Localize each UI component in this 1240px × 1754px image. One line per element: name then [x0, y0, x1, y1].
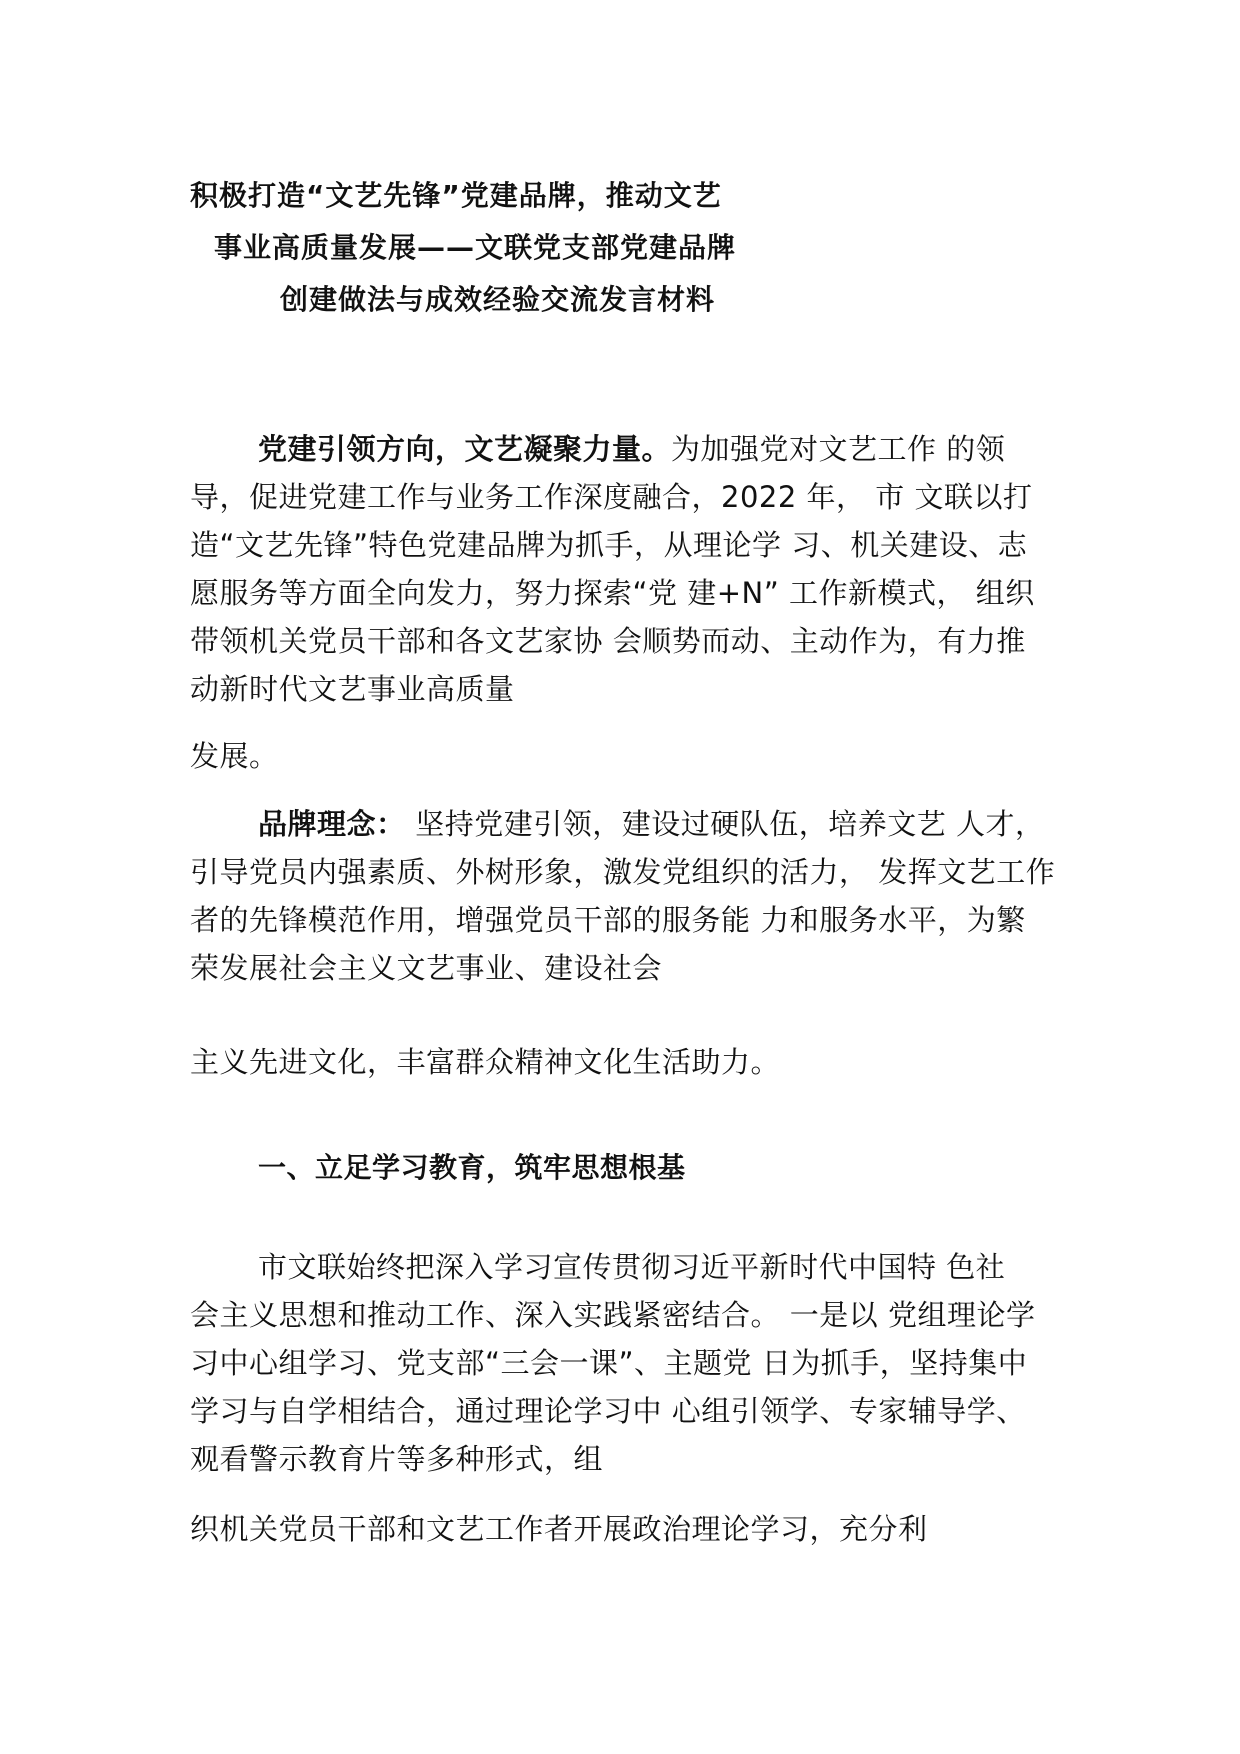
- paragraph-brand-concept-tail: [190, 1038, 1070, 1086]
- paragraph-party-building: [190, 425, 1070, 713]
- paragraph-study-education: [190, 1243, 1070, 1483]
- paragraph-line: 荣发展社会主义文艺事业、建设社会: [190, 951, 663, 985]
- paragraph-line: 发展。: [190, 739, 279, 773]
- paragraph-line: 者的先锋模范作用，增强党员干部的服务能 力和服务水平，为繁: [190, 903, 1026, 937]
- paragraph-line: 导，促进党建工作与业务工作深度融合，2022 年， 市 文联以打: [190, 480, 1033, 514]
- paragraph-line: 主义先进文化，丰富群众精神文化生活助力。: [190, 1045, 781, 1079]
- paragraph-line: 市文联始终把深入学习宣传贯彻习近平新时代中国特 色社: [258, 1250, 1006, 1284]
- paragraph-line: [190, 425, 1070, 473]
- paragraph-study-education-tail: [190, 1505, 1070, 1553]
- paragraph-text: 坚持党建引领，建设过硬队伍，培养文艺 人才，: [405, 807, 1045, 841]
- paragraph-line: 带领机关党员干部和各文艺家协 会顺势而动、主动作为，有力推: [190, 624, 1026, 658]
- title-line-2: 事业高质量发展——文联党支部党建品牌: [214, 231, 737, 264]
- paragraph-lead: 品牌理念：: [258, 807, 406, 841]
- paragraph-brand-concept: [190, 800, 1070, 992]
- paragraph-line: 观看警示教育片等多种形式，组: [190, 1442, 604, 1476]
- section-heading-1: [190, 1144, 1070, 1192]
- paragraph-line: 造“文艺先锋”特色党建品牌为抓手，从理论学 习、机关建设、志: [190, 528, 1028, 562]
- paragraph-line: [190, 800, 1070, 848]
- paragraph-text: 为加强党对文艺工作 的领: [671, 432, 1006, 466]
- paragraph-line: 学习与自学相结合，通过理论学习中 心组引领学、专家辅导学、: [190, 1394, 1026, 1428]
- paragraph-party-building-tail: [190, 732, 1070, 780]
- paragraph-line: 动新时代文艺事业高质量: [190, 672, 515, 706]
- heading-text: 一、立足学习教育，筑牢思想根基: [258, 1151, 686, 1184]
- paragraph-line: 愿服务等方面全向发力，努力探索“党 建+N” 工作新模式， 组织: [190, 576, 1035, 610]
- paragraph-lead: 党建引领方向，文艺凝聚力量。: [258, 432, 672, 466]
- title-line-1: 积极打造“文艺先锋”党建品牌，推动文艺: [190, 179, 722, 212]
- paragraph-line: 引导党员内强素质、外树形象，激发党组织的活力， 发挥文艺工作: [190, 855, 1056, 889]
- title-line-3: 创建做法与成效经验交流发言材料: [280, 283, 716, 316]
- paragraph-line: 织机关党员干部和文艺工作者开展政治理论学习，充分利: [190, 1512, 928, 1546]
- paragraph-line: 习中心组学习、党支部“三会一课”、主题党 日为抓手，坚持集中: [190, 1346, 1028, 1380]
- paragraph-line: 会主义思想和推动工作、深入实践紧密结合。 一是以 党组理论学: [190, 1298, 1036, 1332]
- document-title: [190, 170, 910, 326]
